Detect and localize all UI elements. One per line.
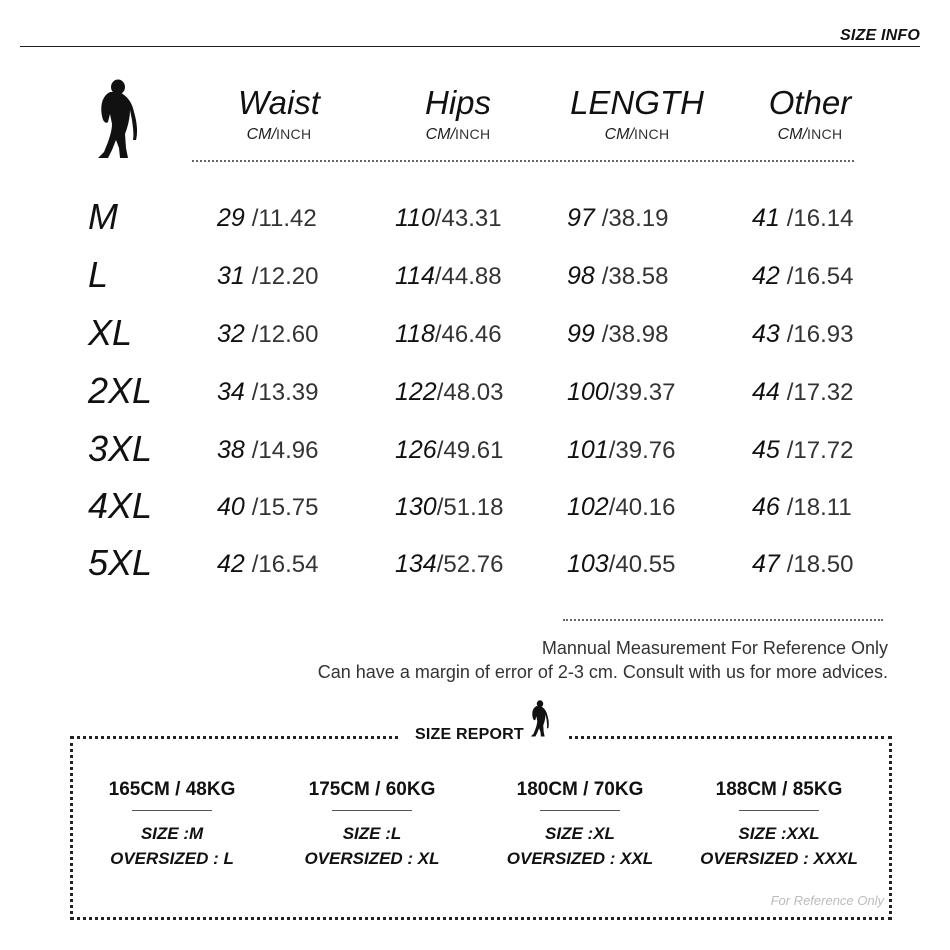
column-title: Waist [238,84,320,121]
reference-only-note: For Reference Only [770,893,884,908]
header-divider [20,46,920,47]
table-row [0,541,950,591]
body-measurement: 175CM / 60KG [308,779,436,800]
recommended-size: SIZE :L [342,824,402,843]
entry-divider [739,810,819,811]
table-row [0,195,950,245]
column-title: Other [768,84,852,121]
entry-divider [132,810,212,811]
waist-cell: 40 /15.75 [217,493,319,521]
length-cell: 100/39.37 [567,378,676,406]
length-cell: 101/39.76 [567,436,676,464]
table-row [0,311,950,361]
size-report-title: SIZE REPORT [415,726,524,743]
table-row [0,369,950,419]
other-cell: 46 /18.11 [752,493,852,521]
column-unit: CM/INCH [246,126,312,143]
body-measurement: 165CM / 48KG [108,779,236,800]
measurement-note: Mannual Measurement For Reference Only [541,638,888,658]
other-cell: 42 /16.54 [752,262,854,290]
other-cell: 43 /16.93 [752,320,854,348]
notes-dotted-divider [563,619,883,621]
hips-cell: 114/44.88 [395,262,502,290]
length-cell: 102/40.16 [567,493,676,521]
recommended-size: SIZE :M [140,824,204,843]
hips-cell: 130/51.18 [395,493,504,521]
size-label: 2XL [88,370,153,411]
size-label: 5XL [88,542,153,583]
oversized-size: OVERSIZED : XXXL [700,849,858,868]
size-label: 3XL [88,428,153,469]
oversized-size: OVERSIZED : L [110,849,234,868]
ape-figure-icon [92,78,144,162]
hips-cell: 122/48.03 [395,378,504,406]
hips-cell: 110/43.31 [395,204,502,232]
waist-cell: 34 /13.39 [217,378,319,406]
length-cell: 99 /38.98 [567,320,669,348]
size-label: L [88,254,109,295]
oversized-size: OVERSIZED : XL [304,849,440,868]
waist-cell: 31 /12.20 [217,262,319,290]
ape-figure-icon [528,696,552,742]
size-report-entry [485,778,675,871]
size-report-entry [77,778,267,871]
body-measurement: 188CM / 85KG [715,779,843,800]
column-header-waist [194,84,364,144]
column-title: Hips [424,84,492,121]
other-cell: 44 /17.32 [752,378,854,406]
header-dotted-divider [192,160,854,162]
oversized-size: OVERSIZED : XXL [506,849,654,868]
size-label: XL [88,312,133,353]
column-header-hips [373,84,543,144]
waist-cell: 38 /14.96 [217,436,319,464]
recommended-size: SIZE :XL [545,824,615,843]
size-report-entry [684,778,874,871]
entry-divider [332,810,412,811]
column-unit: CM/INCH [604,126,670,143]
size-report-entry [277,778,467,871]
column-header-length [552,84,722,144]
length-cell: 98 /38.58 [567,262,669,290]
column-unit: CM/INCH [425,126,491,143]
length-cell: 97 /38.19 [567,204,669,232]
hips-cell: 118/46.46 [395,320,502,348]
table-row [0,253,950,303]
size-info-label: SIZE INFO [839,27,920,44]
waist-cell: 32 /12.60 [217,320,319,348]
column-header-other [725,84,895,144]
size-label: 4XL [88,485,153,526]
column-title: LENGTH [570,84,704,121]
body-measurement: 180CM / 70KG [516,779,644,800]
waist-cell: 29 /11.42 [217,204,317,232]
table-row [0,427,950,477]
margin-of-error-note: Can have a margin of error of 2-3 cm. Consult with us for more advices. [317,662,888,682]
other-cell: 45 /17.72 [752,436,854,464]
column-unit: CM/INCH [777,126,843,143]
entry-divider [540,810,620,811]
table-row [0,484,950,534]
hips-cell: 134/52.76 [395,550,504,578]
other-cell: 41 /16.14 [752,204,854,232]
recommended-size: SIZE :XXL [738,824,820,843]
other-cell: 47 /18.50 [752,550,854,578]
waist-cell: 42 /16.54 [217,550,319,578]
hips-cell: 126/49.61 [395,436,504,464]
size-label: M [88,196,118,237]
length-cell: 103/40.55 [567,550,676,578]
